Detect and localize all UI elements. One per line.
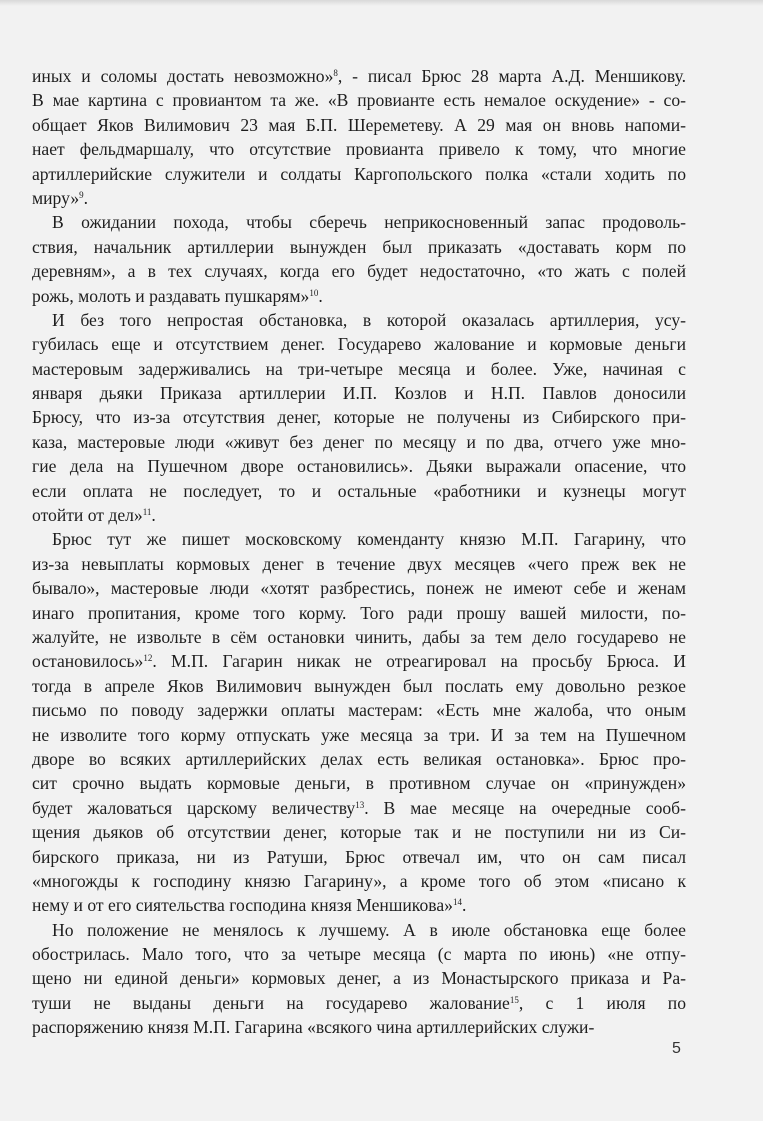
text-line [32, 113, 686, 137]
paragraph [32, 210, 686, 308]
text-line [32, 162, 686, 186]
text-segment: Брюсу, что из-за отсутствия денег, которые не получены из Сибирского при- [32, 407, 686, 428]
text-segment: не изволите того корму отпускать уже месяца за три. И за тем на Пушечном [32, 724, 686, 745]
text-line [32, 235, 686, 259]
text-line [32, 503, 686, 527]
text-segment: иных и соломы достать невозможно» [32, 66, 334, 86]
text-segment: инаго пропитания, кроме того корму. Того ради прошу вашей милости, по- [32, 602, 686, 623]
text-line [32, 601, 686, 625]
text-segment: . [318, 285, 323, 306]
text-line [32, 186, 686, 210]
text-segment: сит срочно выдать кормовые деньги, в противном случае он «принужден» [32, 773, 686, 794]
text-line [32, 357, 686, 381]
text-segment: обострилась. Мало того, что за четыре месяца (с марта по июнь) «не отпу- [32, 944, 686, 965]
paragraph [32, 308, 686, 528]
text-segment: деревням», а в тех случаях, когда его будет недостаточно, «то жать с полей [32, 261, 686, 282]
text-segment: будет жаловаться царскому величеству [32, 797, 356, 818]
text-line [32, 820, 686, 844]
text-line [32, 381, 686, 405]
text-segment: дворе во всяких артиллерийских делах есть великая остановка». Брюс про- [32, 748, 686, 769]
text-line [32, 893, 686, 917]
text-line [32, 796, 686, 820]
text-line [32, 771, 686, 795]
text-segment: бирского приказа, ни из Ратуши, Брюс отвечал им, что он сам писал [32, 846, 686, 867]
footnote-ref: 15 [509, 994, 519, 1005]
text-segment: общает Яков Вилимович 23 мая Б.П. Шереметеву. А 29 мая он вновь напоми- [32, 114, 686, 135]
text-line [32, 723, 686, 747]
text-segment: января дьяки Приказа артиллерии И.П. Козлов и Н.П. Павлов доносили [32, 383, 686, 404]
text-segment: туши не выданы деньги на государево жалование [32, 992, 510, 1013]
text-segment: Но положение не менялось к лучшему. А в июле обстановка еще более [52, 919, 686, 940]
text-line [32, 649, 686, 673]
text-line [32, 210, 686, 234]
footnote-ref: 9 [79, 189, 84, 200]
text-segment: рожь, молоть и раздавать пушкарям» [32, 285, 310, 306]
text-segment: артиллерийские служители и солдаты Каргопольского полка «стали ходить по [32, 163, 686, 184]
text-line [32, 845, 686, 869]
footnote-ref: 8 [333, 68, 338, 78]
text-line [32, 991, 686, 1015]
text-line [32, 137, 686, 161]
text-segment: из-за невыплаты кормовых денег в течение двух месяцев «чего преж век не [32, 553, 686, 574]
text-segment: распоряжению князя М.П. Гагарина «всякого чина артиллерийских служи- [32, 1017, 595, 1038]
footnote-ref: 13 [355, 799, 365, 810]
footnote-ref: 11 [142, 507, 152, 518]
paragraph [32, 527, 686, 917]
text-line [32, 576, 686, 600]
text-segment: жалуйте, не извольте в сём остановки чинить, дабы за тем дело государево не [32, 626, 686, 647]
text-line [32, 527, 686, 551]
text-segment: если оплата не последует, то и остальные «работники и кузнецы могут [32, 480, 686, 501]
text-segment: отойти от дел» [32, 505, 143, 526]
text-segment: И без того непростая обстановка, в которой оказалась артиллерия, усу- [52, 309, 686, 330]
text-line [32, 64, 686, 88]
text-line [32, 308, 686, 332]
text-line [32, 88, 686, 112]
text-segment: миру» [32, 187, 80, 208]
body-text [32, 64, 686, 1040]
text-segment: . В мае месяце на очередные сооб- [364, 797, 686, 818]
text-segment: тогда в апреле Яков Вилимович вынужден был послать ему довольно резкое [32, 675, 686, 696]
footnote-ref: 10 [309, 287, 319, 298]
text-segment: письмо по поводу задержки оплаты мастерам: «Есть мне жалоба, что оным [32, 700, 686, 721]
page-number: 5 [672, 1040, 681, 1057]
text-segment: Брюс тут же пишет московскому коменданту князю М.П. Гагарину, что [52, 529, 686, 550]
text-segment: нает фельдмаршалу, что отсутствие провианта привело к тому, что многие [32, 139, 686, 160]
text-segment: , - писал Брюс 28 марта А.Д. Меншикову. [337, 66, 687, 86]
paragraph [32, 64, 686, 210]
text-segment: . [83, 187, 89, 208]
text-segment: гие дела на Пушечном дворе остановились». Дьяки выражали опасение, что [32, 456, 686, 477]
text-line [32, 1015, 686, 1039]
text-segment: . [151, 505, 156, 526]
paragraph [32, 918, 686, 1040]
text-line [32, 332, 686, 356]
text-segment: бывало», мастеровые люди «хотят разбрестись, понеж не имеют себе и женам [32, 578, 686, 599]
text-segment: щено ни единой деньги» кормовых денег, а из Монастырского приказа и Ра- [32, 968, 686, 989]
text-segment: «многожды к господину князю Гагарину», а кроме того об этом «писано к [32, 870, 686, 891]
text-line [32, 942, 686, 966]
text-segment: щения дьяков об отсутствии денег, которые так и не поступили ни из Си- [32, 822, 686, 843]
text-line [32, 698, 686, 722]
text-segment: нему и от его сиятельства господина князя Меншикова» [32, 895, 453, 916]
text-line [32, 284, 686, 308]
text-line [32, 430, 686, 454]
text-line [32, 259, 686, 283]
text-segment: , с 1 июля по [518, 992, 686, 1013]
text-line [32, 747, 686, 771]
text-line [32, 625, 686, 649]
text-segment: ствия, начальник артиллерии вынужден был приказать «доставать корм по [32, 236, 686, 257]
text-segment: . М.П. Гагарин никак не отреагировал на просьбу Брюса. И [152, 651, 686, 672]
text-segment: губилась еще и отсутствием денег. Государево жалование и кормовые деньги [32, 334, 686, 355]
text-segment: В мае картина с провиантом та же. «В провианте есть немалое оскудение» - со- [32, 90, 686, 111]
footnote-ref: 12 [143, 653, 153, 664]
text-segment: мастеровым задерживались на три-четыре месяца и более. Уже, начиная с [32, 358, 686, 379]
text-line [32, 918, 686, 942]
text-line [32, 674, 686, 698]
text-line [32, 966, 686, 990]
scan-edge-shadow [0, 0, 763, 6]
footnote-ref: 14 [452, 897, 462, 908]
text-line [32, 405, 686, 429]
text-segment: В ожидании похода, чтобы сберечь неприкосновенный запас продоволь- [52, 212, 686, 233]
text-segment: . [461, 895, 467, 916]
text-line [32, 454, 686, 478]
text-segment: остановилось» [32, 651, 144, 672]
text-segment: каза, мастеровые люди «живут без денег по месяцу и по два, отчего уже мно- [32, 431, 686, 452]
text-line [32, 552, 686, 576]
text-line [32, 479, 686, 503]
text-line [32, 869, 686, 893]
